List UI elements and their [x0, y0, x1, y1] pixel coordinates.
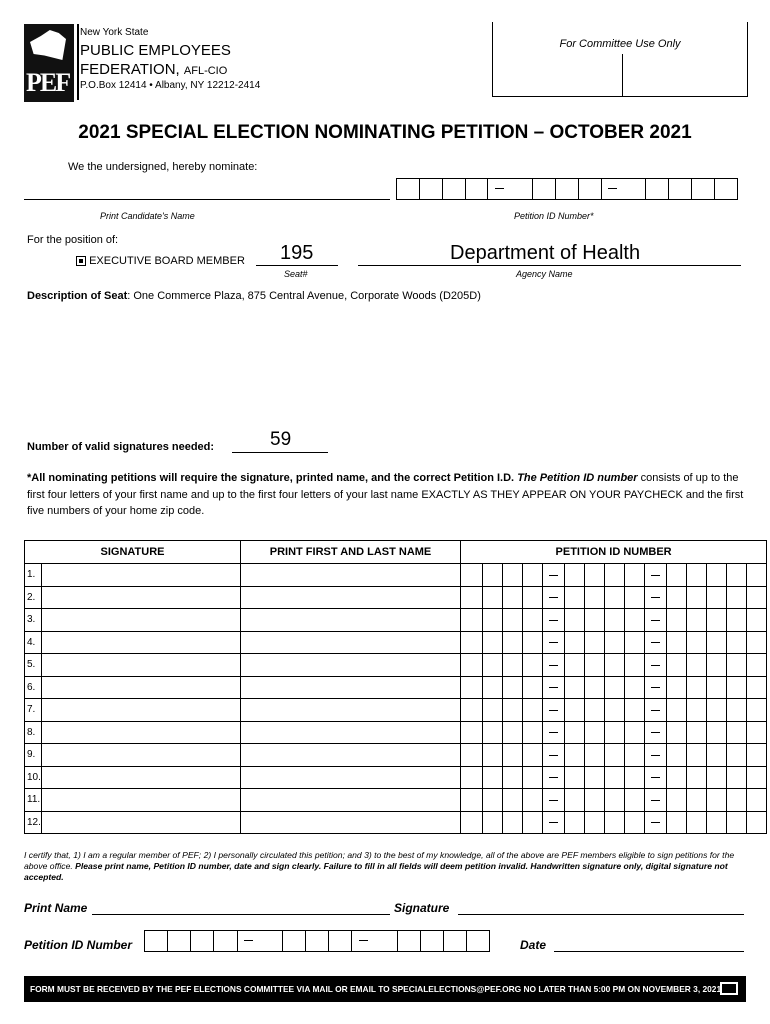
committee-use-box [492, 22, 748, 97]
petition-id-cell[interactable] [625, 789, 645, 812]
petition-id-cell[interactable] [523, 676, 543, 699]
petition-id-note [27, 470, 747, 520]
petition-id-cell[interactable] [523, 699, 543, 722]
petition-id-cell[interactable] [687, 766, 707, 789]
signatures-needed-value: 59 [270, 429, 292, 450]
candidate-name-caption: Print Candidate's Name [100, 211, 195, 221]
petition-id-cell[interactable] [565, 766, 585, 789]
position-option [76, 255, 245, 267]
petition-id-separator [645, 676, 667, 699]
petition-id-cell[interactable] [687, 676, 707, 699]
petition-id-cell[interactable] [667, 766, 687, 789]
table-row [25, 721, 767, 744]
petition-id-separator [645, 789, 667, 812]
petition-id-cell[interactable] [707, 609, 727, 632]
org-address: P.O.Box 12414 • Albany, NY 12212-2414 [80, 80, 261, 91]
petition-id-cell[interactable] [727, 631, 747, 654]
seat-description-label: Description of Seat [27, 290, 128, 302]
petition-id-separator [543, 609, 565, 632]
petition-id-cell[interactable] [707, 766, 727, 789]
date-label: Date [520, 938, 547, 952]
agency-line [358, 265, 741, 266]
agency-value[interactable]: Department of Health [450, 242, 641, 264]
petition-id-cell[interactable] [503, 789, 523, 812]
petition-id-cell[interactable] [727, 811, 747, 834]
table-row [25, 564, 767, 587]
signature-cell[interactable] [42, 654, 241, 677]
signer-petition-id-boxes[interactable] [144, 930, 490, 952]
page-title: 2021 SPECIAL ELECTION NOMINATING PETITION – OCTOBER 2021 [78, 122, 692, 143]
signature-cell[interactable] [42, 609, 241, 632]
signature-table [24, 540, 767, 834]
petition-id-cell[interactable] [667, 564, 687, 587]
org-name-line1: PUBLIC EMPLOYEES [80, 42, 231, 59]
petition-id-cell[interactable] [523, 789, 543, 812]
petition-id-cell[interactable] [687, 586, 707, 609]
petition-id-cell[interactable] [503, 586, 523, 609]
petition-id-separator [543, 676, 565, 699]
row-number: 11. [25, 789, 42, 812]
agency-caption: Agency Name [516, 269, 573, 279]
petition-id-cell[interactable] [461, 609, 483, 632]
petition-id-cell[interactable] [747, 676, 767, 699]
petition-id-cell[interactable] [747, 811, 767, 834]
petition-id-cell[interactable] [687, 699, 707, 722]
petition-id-cell[interactable] [483, 676, 503, 699]
print-name-label: Print Name [24, 901, 88, 915]
row-number: 9. [25, 744, 42, 767]
petition-id-cell[interactable] [503, 721, 523, 744]
petition-id-cell[interactable] [625, 676, 645, 699]
petition-id-cell[interactable] [605, 744, 625, 767]
certify-bold: Please print name, Petition ID number, date and sign clearly. Failure to fill in all fields will deem petition invalid. Handwritten signature only, digital signature not accepted. [24, 861, 728, 882]
petition-id-separator [645, 654, 667, 677]
petition-id-cell[interactable] [605, 789, 625, 812]
petition-id-cell[interactable] [625, 654, 645, 677]
table-row [25, 609, 767, 632]
org-name-suffix: AFL-CIO [183, 65, 228, 77]
table-row [25, 586, 767, 609]
petition-id-cell[interactable] [747, 744, 767, 767]
petition-id-cell[interactable] [565, 744, 585, 767]
petition-id-cell[interactable] [727, 744, 747, 767]
petition-id-separator [645, 699, 667, 722]
petition-id-cell[interactable] [461, 699, 483, 722]
petition-id-cell[interactable] [747, 631, 767, 654]
print-name-cell[interactable] [241, 586, 461, 609]
signature-cell[interactable] [42, 564, 241, 587]
note-bold: *All nominating petitions will require the signature, printed name, and the correct Petition I.D. [27, 472, 515, 484]
petition-id-cell[interactable] [461, 631, 483, 654]
petition-id-separator [543, 721, 565, 744]
petition-id-cell[interactable] [707, 744, 727, 767]
petition-id-cell[interactable] [565, 721, 585, 744]
footer-banner [24, 976, 746, 1002]
petition-id-cell[interactable] [687, 721, 707, 744]
petition-id-separator [543, 586, 565, 609]
petition-id-cell[interactable] [727, 676, 747, 699]
petition-id-cell[interactable] [461, 676, 483, 699]
petition-id-cell[interactable] [585, 699, 605, 722]
petition-id-cell[interactable] [503, 744, 523, 767]
org-name-line2 [80, 61, 227, 78]
petition-id-cell[interactable] [605, 609, 625, 632]
petition-id-cell[interactable] [461, 744, 483, 767]
petition-id-separator [543, 744, 565, 767]
petition-id-cell[interactable] [687, 609, 707, 632]
print-name-cell[interactable] [241, 564, 461, 587]
petition-id-cell[interactable] [747, 699, 767, 722]
petition-id-cell[interactable] [747, 564, 767, 587]
petition-id-cell[interactable] [461, 586, 483, 609]
petition-id-separator [543, 699, 565, 722]
petition-id-cell[interactable] [667, 744, 687, 767]
signature-cell[interactable] [42, 631, 241, 654]
row-number: 1. [25, 564, 42, 587]
petition-id-cell[interactable] [503, 631, 523, 654]
petition-id-cell[interactable] [605, 654, 625, 677]
petition-id-cell[interactable] [523, 721, 543, 744]
petition-id-cell[interactable] [523, 609, 543, 632]
petition-id-cell[interactable] [585, 789, 605, 812]
petition-id-cell[interactable] [687, 564, 707, 587]
petition-id-separator [543, 631, 565, 654]
petition-id-cell[interactable] [483, 699, 503, 722]
petition-id-cell[interactable] [687, 789, 707, 812]
table-row [25, 654, 767, 677]
petition-id-cell[interactable] [727, 609, 747, 632]
petition-id-cell[interactable] [565, 586, 585, 609]
petition-id-separator [645, 631, 667, 654]
signature-rows [25, 564, 767, 834]
logo-text: PEF [26, 68, 70, 97]
print-name-cell[interactable] [241, 699, 461, 722]
row-number: 6. [25, 676, 42, 699]
petition-id-cell[interactable] [565, 789, 585, 812]
signature-cell[interactable] [42, 721, 241, 744]
petition-id-cell[interactable] [667, 631, 687, 654]
petition-id-cell[interactable] [503, 766, 523, 789]
ny-state-map-icon [30, 30, 66, 60]
petition-id-cell[interactable] [483, 631, 503, 654]
committee-label: For Committee Use Only [559, 38, 681, 50]
print-name-cell[interactable] [241, 811, 461, 834]
date-line[interactable] [554, 951, 744, 952]
table-row [25, 789, 767, 812]
row-number: 10. [25, 766, 42, 789]
petition-id-separator [543, 564, 565, 587]
petition-id-cell[interactable] [687, 654, 707, 677]
petition-id-cell[interactable] [585, 721, 605, 744]
header-petition-id: PETITION ID NUMBER [461, 541, 767, 564]
seat-caption: Seat# [284, 269, 308, 279]
print-name-cell[interactable] [241, 744, 461, 767]
petition-id-cell[interactable] [625, 586, 645, 609]
print-name-cell[interactable] [241, 676, 461, 699]
seat-description [27, 290, 481, 302]
petition-id-separator [645, 586, 667, 609]
petition-id-cell[interactable] [707, 789, 727, 812]
petition-id-separator [543, 654, 565, 677]
petition-id-separator [543, 811, 565, 834]
petition-id-cell[interactable] [727, 766, 747, 789]
row-number: 7. [25, 699, 42, 722]
seat-value[interactable]: 195 [280, 242, 314, 264]
petition-id-separator [645, 811, 667, 834]
petition-id-separator [645, 564, 667, 587]
note-rest: consists of up to the first four letters of your first name and up to the first four letters of your last name EXACTLY AS THEY APPEAR ON YOUR PAYCHECK and the first five numbers of your home zip code. [27, 472, 744, 517]
petition-id-cell[interactable] [523, 654, 543, 677]
petition-id-cell[interactable] [483, 564, 503, 587]
org-name-federation: FEDERATION, [80, 61, 180, 78]
petition-id-cell[interactable] [687, 811, 707, 834]
petition-id-cell[interactable] [585, 609, 605, 632]
petition-id-cell[interactable] [503, 564, 523, 587]
petition-id-cell[interactable] [585, 564, 605, 587]
petition-id-cell[interactable] [605, 564, 625, 587]
petition-id-cell[interactable] [565, 564, 585, 587]
petition-id-cell[interactable] [523, 744, 543, 767]
petition-id-cell[interactable] [625, 699, 645, 722]
petition-id-cell[interactable] [483, 586, 503, 609]
signature-line[interactable] [458, 914, 744, 915]
petition-id-cell[interactable] [483, 721, 503, 744]
nominate-intro: We the undersigned, hereby nominate: [68, 161, 258, 173]
signature-cell[interactable] [42, 811, 241, 834]
petition-id-cell[interactable] [461, 654, 483, 677]
petition-id-cell[interactable] [565, 609, 585, 632]
row-number: 5. [25, 654, 42, 677]
table-row [25, 811, 767, 834]
petition-id-separator [645, 766, 667, 789]
petition-id-cell[interactable] [667, 654, 687, 677]
petition-id-cell[interactable] [461, 789, 483, 812]
petition-id-cell[interactable] [747, 721, 767, 744]
header-signature: SIGNATURE [25, 541, 241, 564]
petition-id-cell[interactable] [483, 789, 503, 812]
petition-id-cell[interactable] [565, 676, 585, 699]
note-bold-italic: The Petition ID number [517, 472, 638, 484]
petition-id-cell[interactable] [483, 766, 503, 789]
petition-id-cell[interactable] [461, 811, 483, 834]
petition-id-cell[interactable] [503, 676, 523, 699]
petition-id-cell[interactable] [523, 766, 543, 789]
petition-id-cell[interactable] [727, 699, 747, 722]
petition-id-cell[interactable] [565, 654, 585, 677]
petition-id-separator [645, 609, 667, 632]
petition-id-cell[interactable] [461, 766, 483, 789]
executive-board-checkbox[interactable] [76, 256, 86, 266]
petition-id-cell[interactable] [727, 586, 747, 609]
petition-id-separator [543, 766, 565, 789]
petition-id-cell[interactable] [605, 631, 625, 654]
table-row [25, 676, 767, 699]
petition-id-cell[interactable] [667, 609, 687, 632]
petition-id-separator [645, 721, 667, 744]
signature-cell[interactable] [42, 744, 241, 767]
petition-id-cell[interactable] [483, 744, 503, 767]
row-number: 4. [25, 631, 42, 654]
petition-id-cell[interactable] [687, 631, 707, 654]
petition-id-cell[interactable] [667, 586, 687, 609]
petition-id-cell[interactable] [687, 744, 707, 767]
petition-id-cell[interactable] [523, 564, 543, 587]
petition-id-cell[interactable] [707, 721, 727, 744]
signatures-needed-line [232, 452, 328, 453]
candidate-petition-id-boxes[interactable] [396, 178, 738, 200]
petition-id-cell[interactable] [585, 654, 605, 677]
petition-id-cell[interactable] [727, 564, 747, 587]
petition-id-cell[interactable] [625, 744, 645, 767]
petition-id-cell[interactable] [747, 586, 767, 609]
petition-id-cell[interactable] [585, 766, 605, 789]
petition-id-cell[interactable] [707, 699, 727, 722]
certification-text [24, 850, 746, 883]
petition-id-cell[interactable] [747, 654, 767, 677]
signature-cell[interactable] [42, 766, 241, 789]
petition-id-cell[interactable] [747, 789, 767, 812]
position-intro: For the position of: [27, 234, 119, 246]
table-row [25, 699, 767, 722]
signature-cell[interactable] [42, 699, 241, 722]
petition-id-cell[interactable] [565, 699, 585, 722]
print-name-cell[interactable] [241, 721, 461, 744]
petition-id-cell[interactable] [503, 699, 523, 722]
petition-id-cell[interactable] [707, 811, 727, 834]
petition-id-cell[interactable] [625, 564, 645, 587]
petition-id-separator [645, 744, 667, 767]
petition-id-cell[interactable] [585, 811, 605, 834]
petition-id-cell[interactable] [747, 766, 767, 789]
petition-id-cell[interactable] [625, 609, 645, 632]
petition-id-cell[interactable] [605, 586, 625, 609]
petition-id-cell[interactable] [565, 811, 585, 834]
petition-id-cell[interactable] [727, 721, 747, 744]
print-name-line[interactable] [92, 914, 390, 915]
print-name-cell[interactable] [241, 609, 461, 632]
petition-id-cell[interactable] [667, 699, 687, 722]
committee-divider [622, 54, 623, 96]
table-row [25, 631, 767, 654]
petition-id-cell[interactable] [667, 676, 687, 699]
petition-id-cell[interactable] [585, 631, 605, 654]
petition-id-label: Petition ID Number [24, 938, 133, 952]
petition-id-cell[interactable] [503, 811, 523, 834]
petition-id-cell[interactable] [605, 676, 625, 699]
petition-id-cell[interactable] [625, 721, 645, 744]
certify-plain: I certify that, 1) I am a regular member of PEF; 2) I personally circulated this petition; and 3) to the best of my knowledge, all of the above are PEF members eligible to sign petitions for the above office. [24, 850, 735, 871]
print-name-cell[interactable] [241, 654, 461, 677]
table-row [25, 744, 767, 767]
position-option-label: EXECUTIVE BOARD MEMBER [89, 255, 245, 267]
petition-id-cell[interactable] [483, 654, 503, 677]
petition-id-cell[interactable] [585, 676, 605, 699]
petition-id-cell[interactable] [523, 631, 543, 654]
petition-id-cell[interactable] [585, 744, 605, 767]
seat-description-value: : One Commerce Plaza, 875 Central Avenue, Corporate Woods (D205D) [127, 290, 481, 302]
table-row [25, 766, 767, 789]
petition-id-cell[interactable] [483, 811, 503, 834]
candidate-name-line[interactable] [24, 199, 390, 200]
petition-id-cell[interactable] [565, 631, 585, 654]
petition-id-cell[interactable] [625, 811, 645, 834]
seat-line [256, 265, 338, 266]
petition-id-cell[interactable] [707, 676, 727, 699]
footer-text: FORM MUST BE RECEIVED BY THE PEF ELECTIONS COMMITTEE VIA MAIL OR EMAIL TO SPECIALELECTIONS@PEF.ORG NO LATER THAN 5:00 PM ON NOVEMBER 3, 2021 [30, 984, 722, 994]
petition-id-cell[interactable] [523, 811, 543, 834]
logo-divider [77, 24, 79, 100]
row-number: 8. [25, 721, 42, 744]
petition-id-cell[interactable] [667, 789, 687, 812]
petition-id-cell[interactable] [707, 654, 727, 677]
petition-id-cell[interactable] [605, 721, 625, 744]
petition-id-cell[interactable] [585, 586, 605, 609]
petition-id-cell[interactable] [727, 654, 747, 677]
petition-id-cell[interactable] [625, 766, 645, 789]
petition-id-cell[interactable] [727, 789, 747, 812]
petition-id-cell[interactable] [605, 766, 625, 789]
print-name-cell[interactable] [241, 789, 461, 812]
petition-id-separator [543, 789, 565, 812]
signature-label: Signature [394, 901, 450, 915]
org-state: New York State [80, 27, 149, 38]
petition-id-cell[interactable] [707, 631, 727, 654]
signature-cell[interactable] [42, 789, 241, 812]
petition-id-cell[interactable] [625, 631, 645, 654]
header-print-name: PRINT FIRST AND LAST NAME [241, 541, 461, 564]
petition-id-cell[interactable] [503, 609, 523, 632]
petition-id-cell[interactable] [461, 721, 483, 744]
signatures-needed-label: Number of valid signatures needed: [27, 441, 215, 453]
petition-id-cell[interactable] [707, 586, 727, 609]
union-bug-icon [720, 982, 738, 995]
table-header-row [25, 541, 767, 564]
petition-id-cell[interactable] [483, 609, 503, 632]
row-number: 2. [25, 586, 42, 609]
signature-cell[interactable] [42, 676, 241, 699]
row-number: 12. [25, 811, 42, 834]
print-name-cell[interactable] [241, 631, 461, 654]
petition-id-cell[interactable] [605, 699, 625, 722]
print-name-cell[interactable] [241, 766, 461, 789]
petition-id-cell[interactable] [667, 811, 687, 834]
row-number: 3. [25, 609, 42, 632]
signature-cell[interactable] [42, 586, 241, 609]
petition-id-cell[interactable] [667, 721, 687, 744]
pef-logo [24, 24, 74, 102]
petition-id-cell[interactable] [503, 654, 523, 677]
petition-id-caption: Petition ID Number* [514, 211, 594, 221]
petition-id-cell[interactable] [605, 811, 625, 834]
petition-id-cell[interactable] [523, 586, 543, 609]
petition-id-cell[interactable] [747, 609, 767, 632]
petition-id-cell[interactable] [707, 564, 727, 587]
petition-id-cell[interactable] [461, 564, 483, 587]
